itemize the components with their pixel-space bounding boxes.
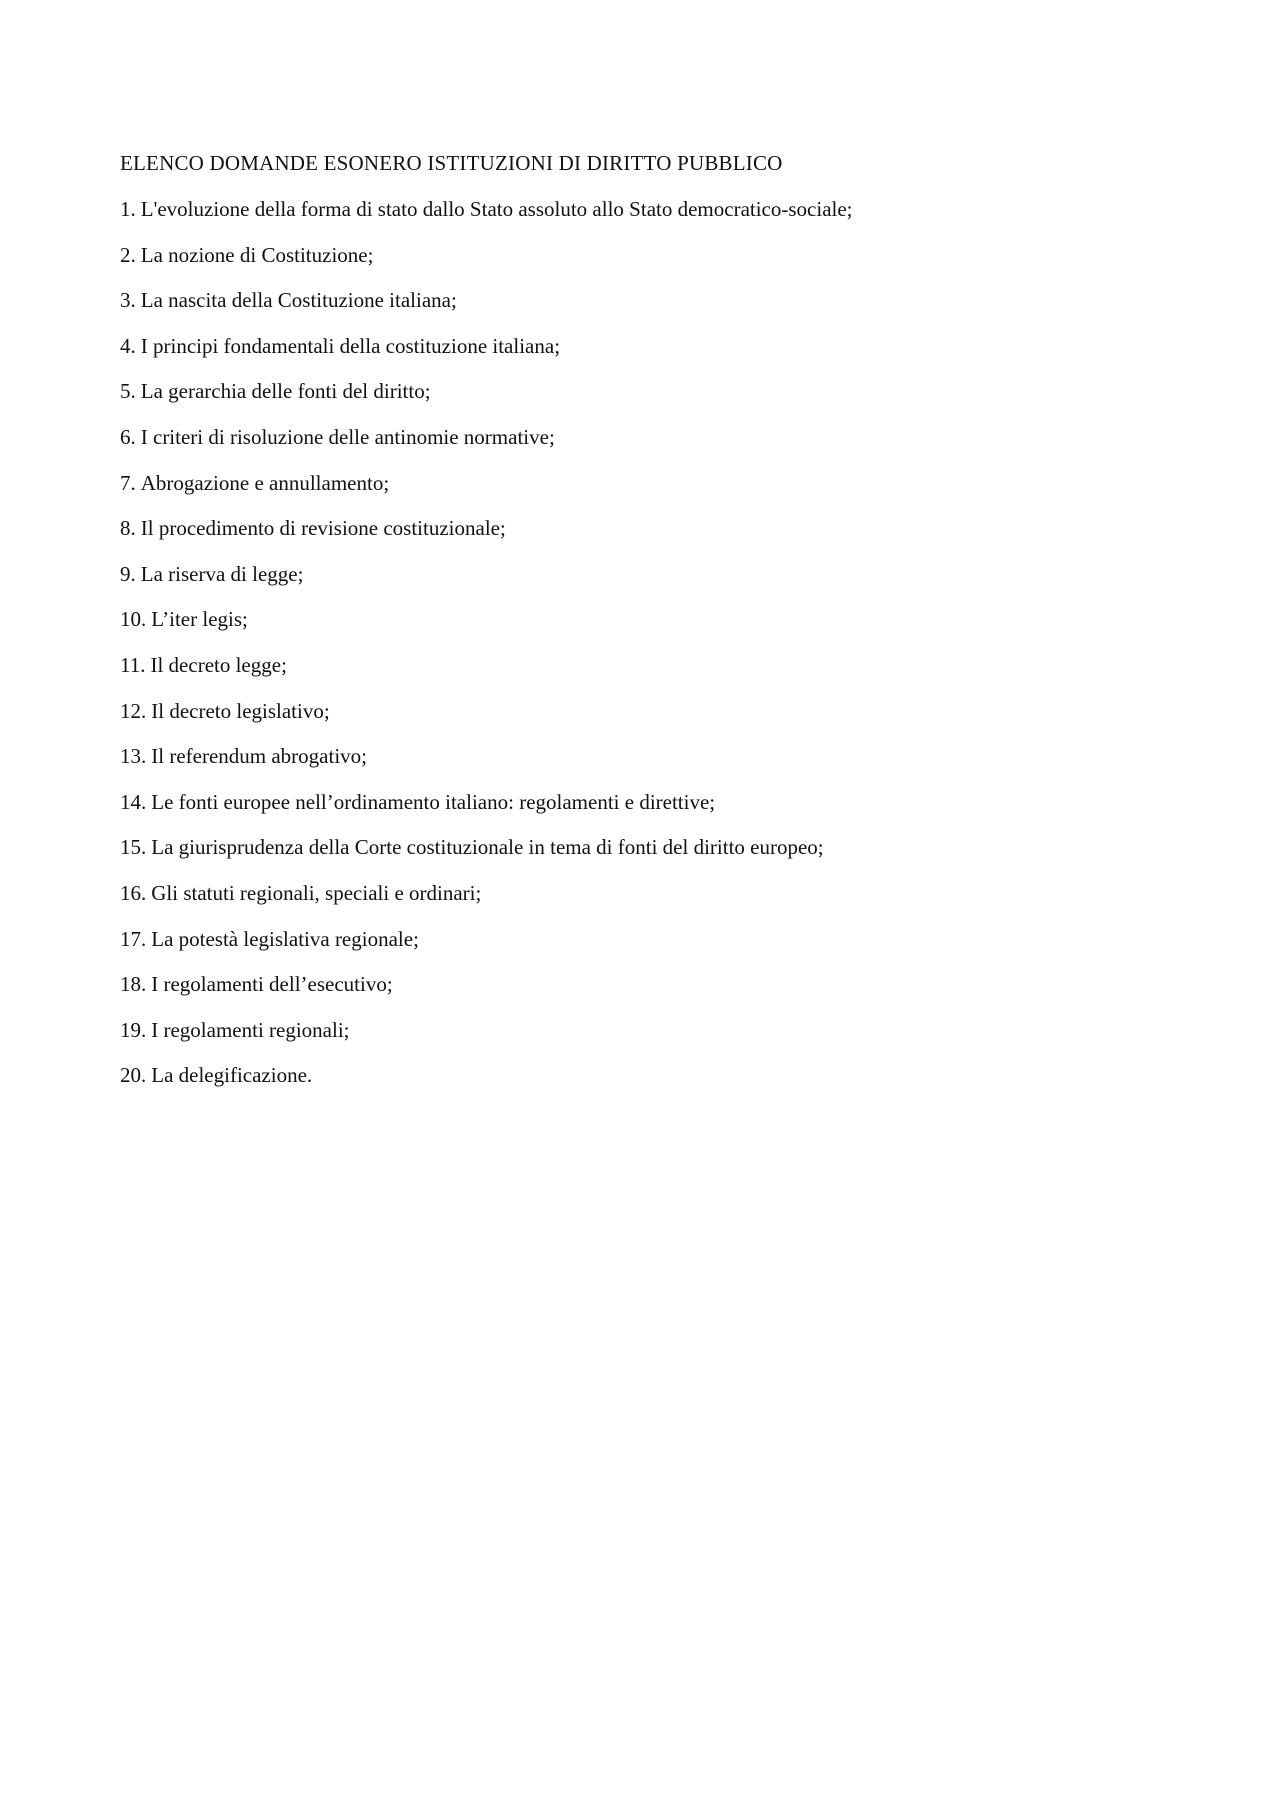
question-number: 3. [120, 288, 136, 313]
question-number: 18. [120, 972, 147, 997]
question-item-17 [120, 924, 1180, 954]
question-text: L'evoluzione della forma di stato dallo Stato assoluto allo Stato democratico-sociale; [140, 197, 853, 221]
question-item-11 [120, 650, 1180, 680]
question-number: 16. [120, 880, 147, 905]
question-text: La potestà legislativa regionale; [151, 926, 419, 951]
question-text: La riserva di legge; [140, 561, 304, 586]
question-item-1 [120, 194, 1180, 224]
question-item-16 [120, 878, 1180, 908]
question-number: 11. [120, 652, 146, 677]
question-text: Il procedimento di revisione costituzionale; [140, 516, 506, 541]
question-text: Il decreto legislativo; [151, 698, 330, 723]
document-title: ELENCO DOMANDE ESONERO ISTITUZIONI DI DIRITTO PUBBLICO [120, 151, 783, 175]
question-item-6 [120, 422, 1180, 452]
question-number: 12. [120, 698, 147, 723]
question-text: Le fonti europee nell’ordinamento italiano: regolamenti e direttive; [151, 789, 716, 814]
question-number: 17. [120, 926, 147, 951]
question-item-15 [120, 832, 1180, 862]
question-text: La nascita della Costituzione italiana; [140, 288, 457, 313]
question-number: 2. [120, 242, 136, 267]
question-text: L’iter legis; [151, 607, 248, 632]
question-item-9 [120, 559, 1180, 589]
question-item-20 [120, 1060, 1180, 1090]
question-number: 10. [120, 607, 147, 632]
question-item-19 [120, 1015, 1180, 1045]
question-text: I criteri di risoluzione delle antinomie normative; [140, 424, 555, 449]
question-item-3 [120, 285, 1180, 315]
question-number: 14. [120, 789, 147, 814]
question-text: Abrogazione e annullamento; [140, 470, 390, 495]
question-item-5 [120, 376, 1180, 406]
question-text: I regolamenti regionali; [151, 1017, 350, 1042]
question-item-14 [120, 787, 1180, 817]
question-number: 13. [120, 744, 147, 769]
question-text: I principi fondamentali della costituzione italiana; [140, 333, 561, 358]
question-number: 15. [120, 835, 147, 860]
question-number: 19. [120, 1017, 147, 1042]
question-item-8 [120, 513, 1180, 543]
question-item-18 [120, 969, 1180, 999]
question-item-4 [120, 331, 1180, 361]
question-number: 5. [120, 379, 136, 404]
question-item-10 [120, 604, 1180, 634]
question-text: Il decreto legge; [150, 652, 287, 677]
question-number: 1. [120, 197, 136, 221]
question-number: 4. [120, 333, 136, 358]
question-item-7 [120, 468, 1180, 498]
question-number: 8. [120, 516, 136, 541]
question-number: 20. [120, 1063, 147, 1088]
question-text: I regolamenti dell’esecutivo; [151, 972, 393, 997]
question-number: 9. [120, 561, 136, 586]
question-text: La gerarchia delle fonti del diritto; [140, 379, 431, 404]
question-list [120, 194, 1180, 1090]
question-text: La delegificazione. [151, 1063, 313, 1088]
document-content [120, 148, 1180, 1106]
question-text: Gli statuti regionali, speciali e ordinari; [151, 880, 482, 905]
question-item-13 [120, 741, 1180, 771]
question-number: 6. [120, 424, 136, 449]
question-text: Il referendum abrogativo; [151, 744, 367, 769]
question-item-12 [120, 696, 1180, 726]
question-text: La nozione di Costituzione; [140, 242, 374, 267]
question-number: 7. [120, 470, 136, 495]
question-item-2 [120, 240, 1180, 270]
question-text: La giurisprudenza della Corte costituzionale in tema di fonti del diritto europeo; [151, 835, 824, 860]
